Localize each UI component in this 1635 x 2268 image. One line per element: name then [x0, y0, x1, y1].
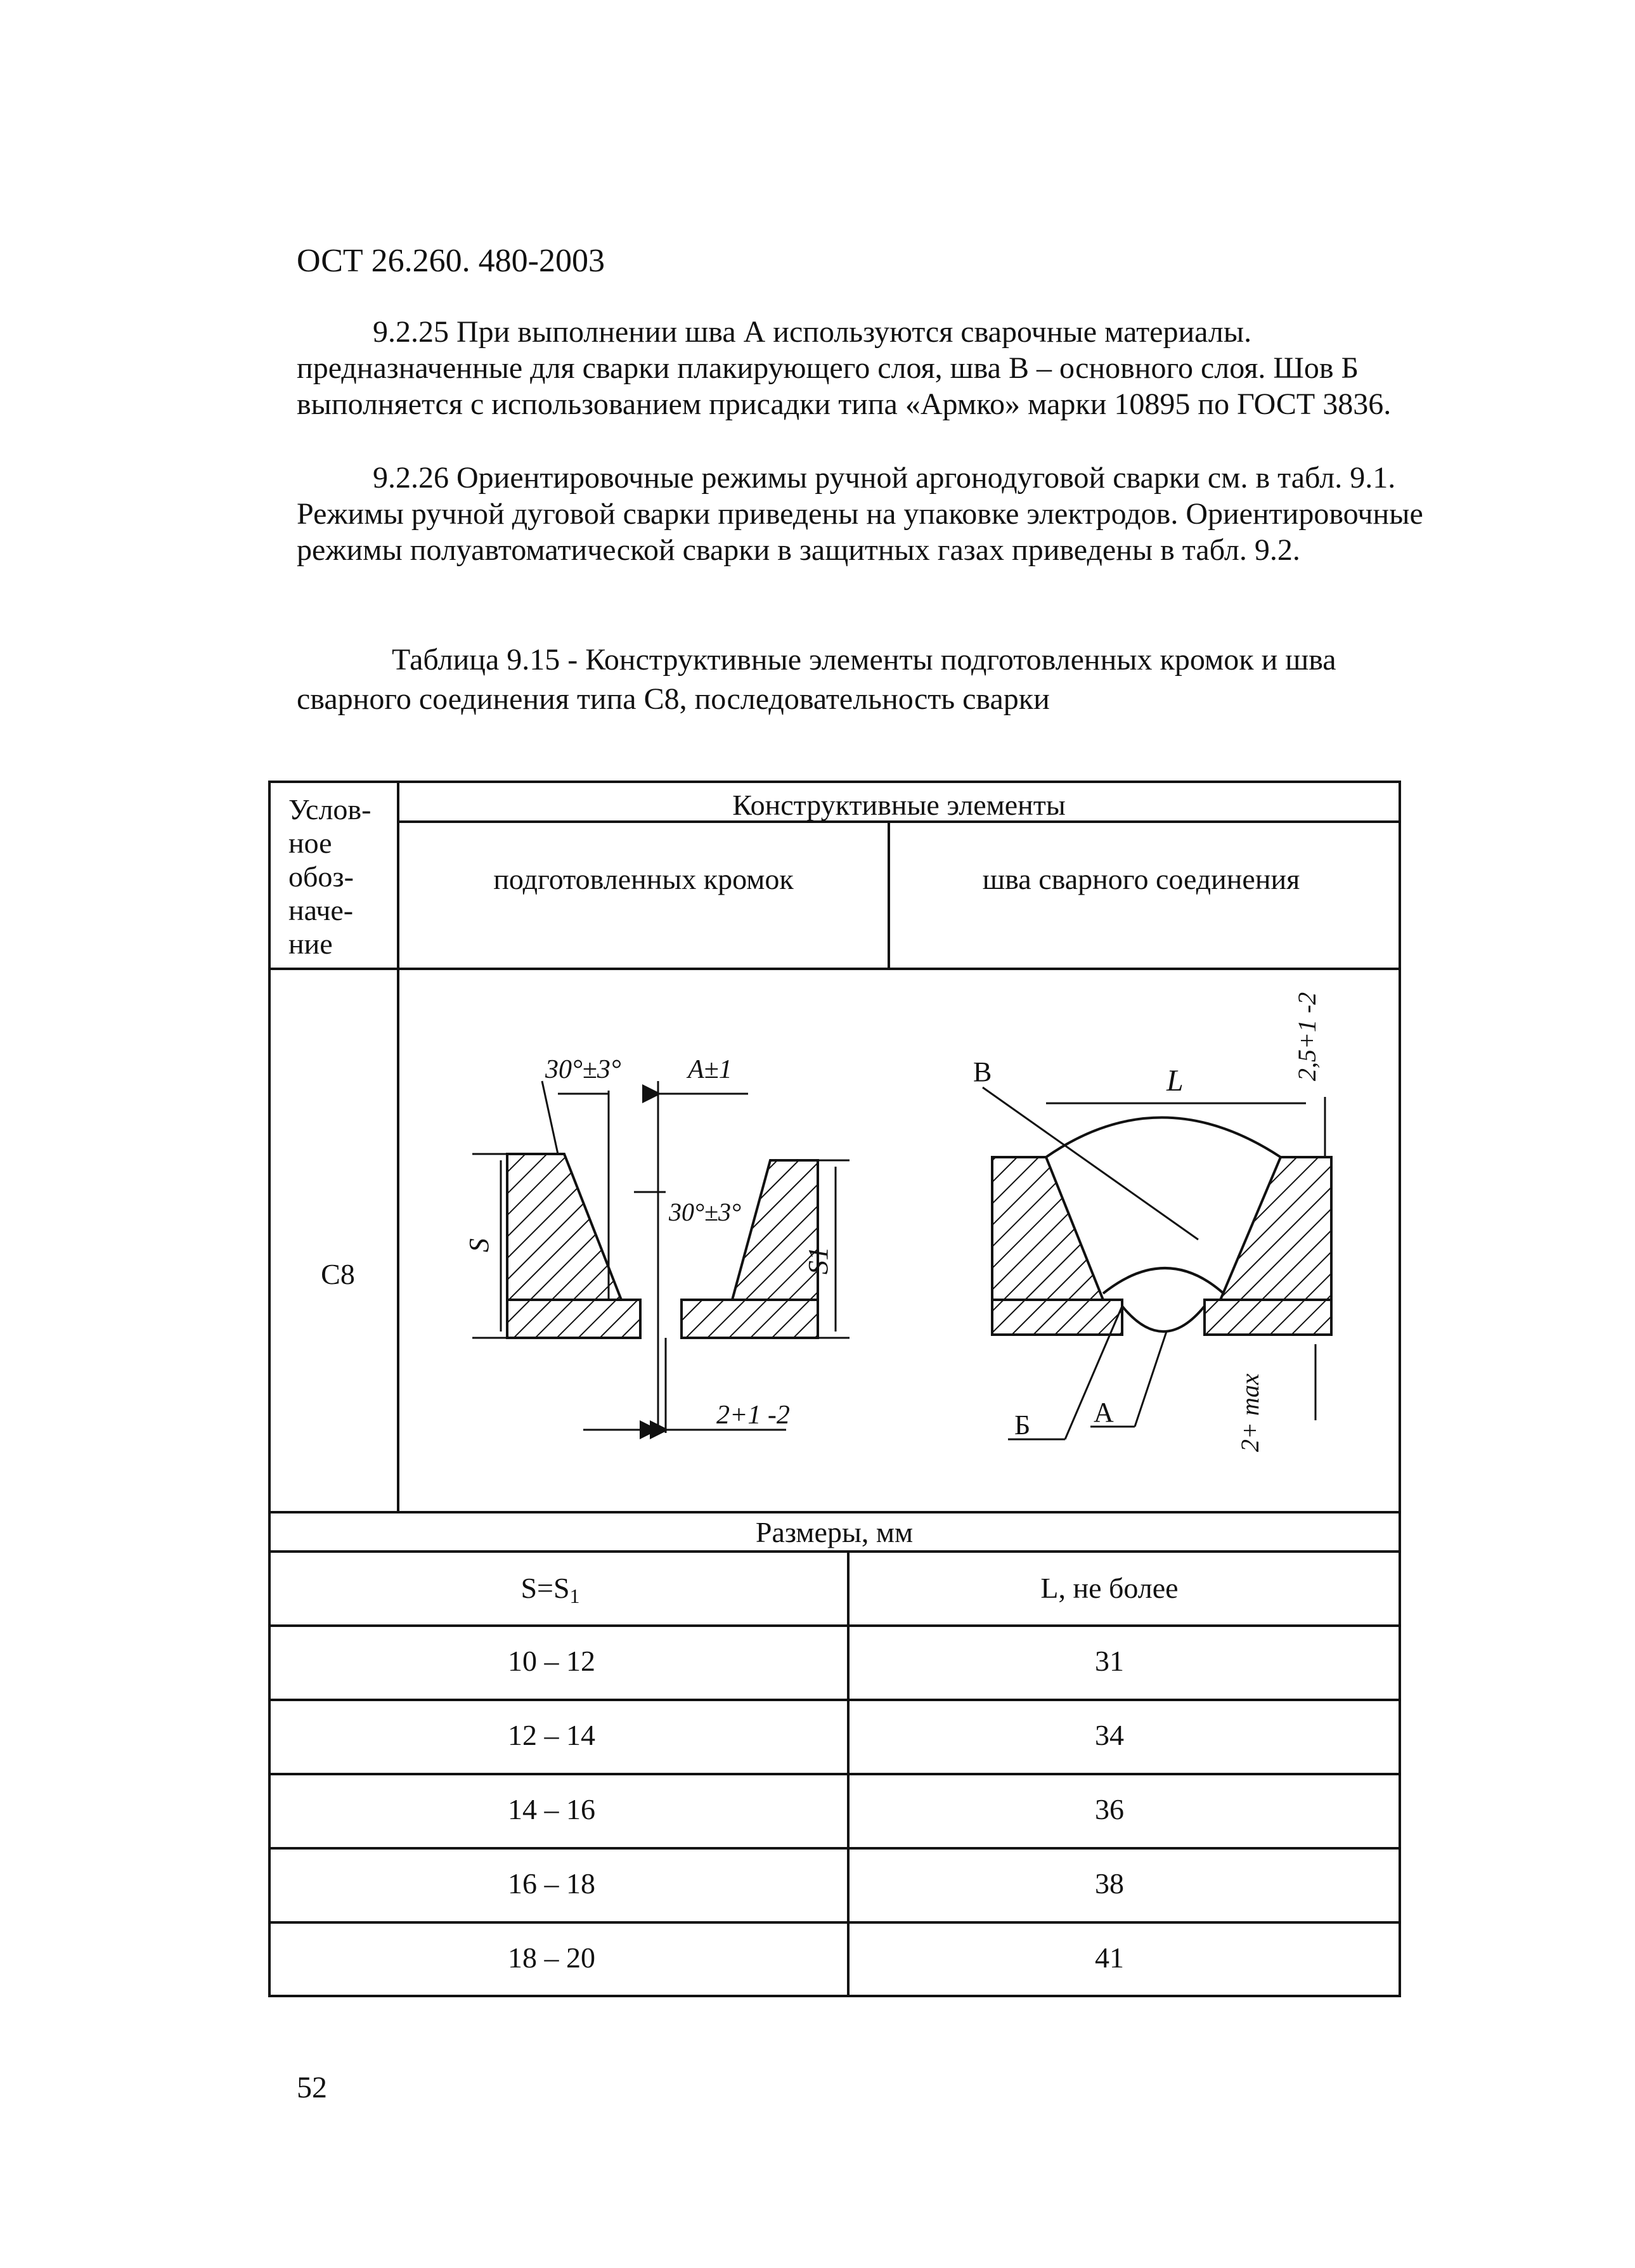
- root-bead-b: [1103, 1268, 1224, 1293]
- dims-header: Размеры, мм: [755, 1516, 914, 1548]
- gap-top-label: А±1: [688, 1055, 732, 1084]
- symbol-header-line: наче-: [288, 894, 354, 926]
- angle-top-label: 30°±3°: [545, 1055, 621, 1084]
- dims-col2-header: L, не более: [1040, 1572, 1179, 1604]
- paragraph-text: 9.2.26 Ориентировочные режимы ручной аргонодуговой сварки см. в табл. 9.1. Режимы ручной дуговой сварки приведены на упаковке электродов. Ориентировочные режимы полуавтоматической сварки в защитных газах приведены в табл. 9.2.: [297, 461, 1423, 567]
- table-cell-l: 34: [1095, 1719, 1124, 1751]
- table-cell-l: 36: [1095, 1793, 1124, 1825]
- symbol-header-line: ное: [288, 827, 332, 859]
- table-cell-s: 18 – 20: [508, 1941, 595, 1974]
- label-b-lower: Б: [1014, 1409, 1031, 1441]
- table-cell-s: 14 – 16: [508, 1793, 595, 1825]
- table-cell-l: 31: [1095, 1645, 1124, 1677]
- table-cell-l: 38: [1095, 1867, 1124, 1900]
- symbol-header-line: обоз-: [288, 860, 354, 893]
- angle-mid-label: 30°±3°: [669, 1198, 741, 1226]
- dims-col1-header: [520, 1572, 579, 1607]
- edges-drawing: [463, 1055, 850, 1433]
- root-bead-a: [1122, 1306, 1205, 1332]
- table-cell-s: 16 – 18: [508, 1867, 595, 1900]
- page-number: 52: [297, 2071, 327, 2104]
- dims-col1-sub: 1: [569, 1584, 580, 1607]
- table-cell-s: 12 – 14: [508, 1719, 595, 1751]
- dims-col1-text: S=S: [520, 1572, 570, 1604]
- gap-bottom-label: 2+1 -2: [716, 1401, 790, 1430]
- group-header: Конструктивные элементы: [732, 789, 1066, 821]
- document-code: ОСТ 26.260. 480-2003: [297, 243, 605, 279]
- table-cell-l: 41: [1095, 1941, 1124, 1974]
- dim-s1-label: S1: [803, 1247, 834, 1274]
- weld-right-plate: [1220, 1157, 1331, 1300]
- weld-left-clad: [992, 1300, 1122, 1335]
- left-plate: [507, 1154, 621, 1300]
- caption-text: Таблица 9.15 - Конструктивные элементы подготовленных кромок и шва сварного соединения типа С8, последовательность сварки: [297, 643, 1336, 716]
- weld-left-plate: [992, 1157, 1103, 1300]
- label-l: L: [1166, 1064, 1184, 1098]
- table-cell-s: 10 – 12: [508, 1645, 595, 1677]
- symbol-header-line: ние: [288, 928, 333, 960]
- height-top-label: 2,5+1 -2: [1293, 992, 1321, 1081]
- label-b-upper: В: [973, 1056, 992, 1087]
- table-grid: [269, 782, 1400, 1996]
- left-clad-layer: [507, 1300, 640, 1338]
- height-bottom-label: 2+ max: [1236, 1373, 1264, 1452]
- right-clad-layer: [682, 1300, 818, 1338]
- row-symbol: С8: [321, 1258, 355, 1290]
- weld-header: шва сварного соединения: [982, 863, 1300, 895]
- weld-drawing: [973, 992, 1331, 1452]
- paragraph-text: 9.2.25 При выполнении шва А используются сварочные материалы. предназначенные для сварки плакирующего слоя, шва В – основного слоя. Шов Б выполняется с использованием присадки типа «Армко» марки 10895 по ГОСТ 3836.: [297, 315, 1392, 421]
- dim-s-label: S: [463, 1238, 494, 1252]
- cap-bead: [1046, 1118, 1281, 1158]
- label-a: А: [1094, 1397, 1114, 1428]
- edges-header: подготовленных кромок: [493, 863, 794, 895]
- symbol-header-line: Услов-: [288, 793, 372, 826]
- weld-right-clad: [1205, 1300, 1331, 1335]
- right-plate: [732, 1160, 818, 1300]
